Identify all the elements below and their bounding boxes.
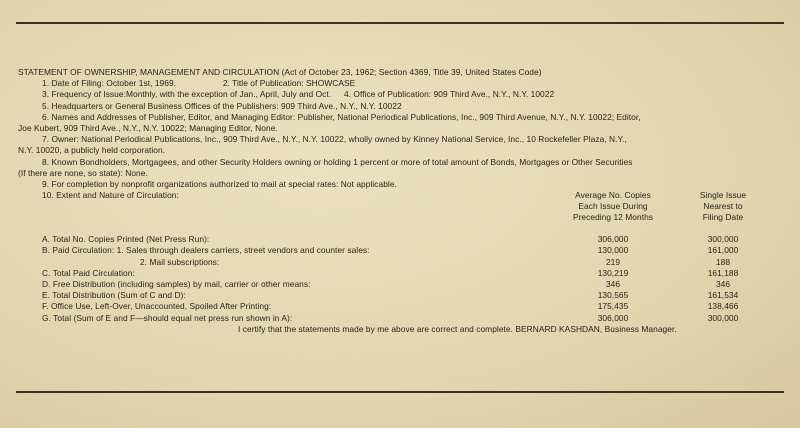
- statement-title: STATEMENT OF OWNERSHIP, MANAGEMENT AND CIRCULATION (Act of October 23, 1962; Section 4369, Title 39, United States Code): [18, 67, 542, 77]
- headquarters-line: 5. Headquarters or General Business Offices of the Publishers: 909 Third Ave., N.Y., N.Y. 10022: [42, 100, 402, 111]
- ownership-statement: [18, 67, 788, 335]
- average-copies-column-header: Average No. Copies Each Issue During Preceding 12 Months: [572, 190, 654, 223]
- filing-date: 1. Date of Filing: October 1st, 1969.: [42, 78, 177, 89]
- table-row: G. Total (Sum of E and F—should equal net press run shown in A): 306,000 300,000: [42, 312, 739, 323]
- circulation-header: [18, 190, 788, 234]
- names-addresses-continued: Joe Kubert, 909 Third Ave., N.Y., N.Y. 10022; Managing Editor, None.: [18, 123, 278, 134]
- bottom-rule: [16, 391, 784, 393]
- nonprofit-line: 9. For completion by nonprofit organizations authorized to mail at special rates: Not applicable.: [42, 179, 397, 190]
- statement-line-3-4: [18, 89, 788, 100]
- top-rule: [16, 22, 784, 24]
- table-row: D. Free Distribution (including samples) by mail, carrier or other means: 346 346: [42, 278, 731, 289]
- publication-title: 2. Title of Publication: SHOWCASE: [222, 78, 356, 89]
- bondholders-line: 8. Known Bondholders, Mortgagees, and other Security Holders owning or holding 1 percent or more of total amount of Bonds, Mortgages or Other Securities: [42, 156, 633, 167]
- office-of-publication: 4. Office of Publication: 909 Third Ave., N.Y., N.Y. 10022: [343, 89, 555, 100]
- single-issue-column-header: Single Issue Nearest to Filing Date: [699, 190, 747, 223]
- table-row: C. Total Paid Circulation: 130,219 161,188: [42, 267, 739, 278]
- owner-continued: N.Y. 10020, a publicly held corporation.: [18, 145, 166, 156]
- circulation-heading: 10. Extent and Nature of Circulation:: [42, 190, 179, 201]
- table-row: 2. Mail subscriptions: 219 188: [140, 256, 731, 267]
- table-row: F. Office Use, Left-Over, Unaccounted, Spoiled After Printing: 175,435 138,466: [42, 301, 739, 312]
- table-row: E. Total Distribution (Sum of C and D): 130,565 161,534: [42, 290, 739, 301]
- table-row: B. Paid Circulation: 1. Sales through dealers carriers, street vendors and counter sales: 130,000 161,000: [42, 245, 739, 256]
- table-row: A. Total No. Copies Printed (Net Press Run): 306,000 300,000: [42, 234, 739, 245]
- frequency-of-issue: 3. Frequency of Issue:Monthly, with the exception of Jan., April, July and Oct.: [42, 89, 332, 100]
- statement-line-1-2: [18, 78, 788, 89]
- bondholders-continued: (If there are none, so state): None.: [18, 167, 148, 178]
- owner-line: 7. Owner: National Periodical Publications, Inc., 909 Third Ave., N.Y., N.Y. 10022, wholly owned by Kinney National Service, Inc., 10 Rockefeller Plaza, N.Y.,: [42, 134, 627, 145]
- names-addresses-line: 6. Names and Addresses of Publisher, Editor, and Managing Editor: Publisher, National Periodical Publications, Inc., 909 Third Avenue, N.Y., N.Y. 10022; Editor,: [42, 111, 641, 122]
- certification-line: I certify that the statements made by me above are correct and complete. BERNARD KASHDAN, Business Manager.: [238, 323, 677, 334]
